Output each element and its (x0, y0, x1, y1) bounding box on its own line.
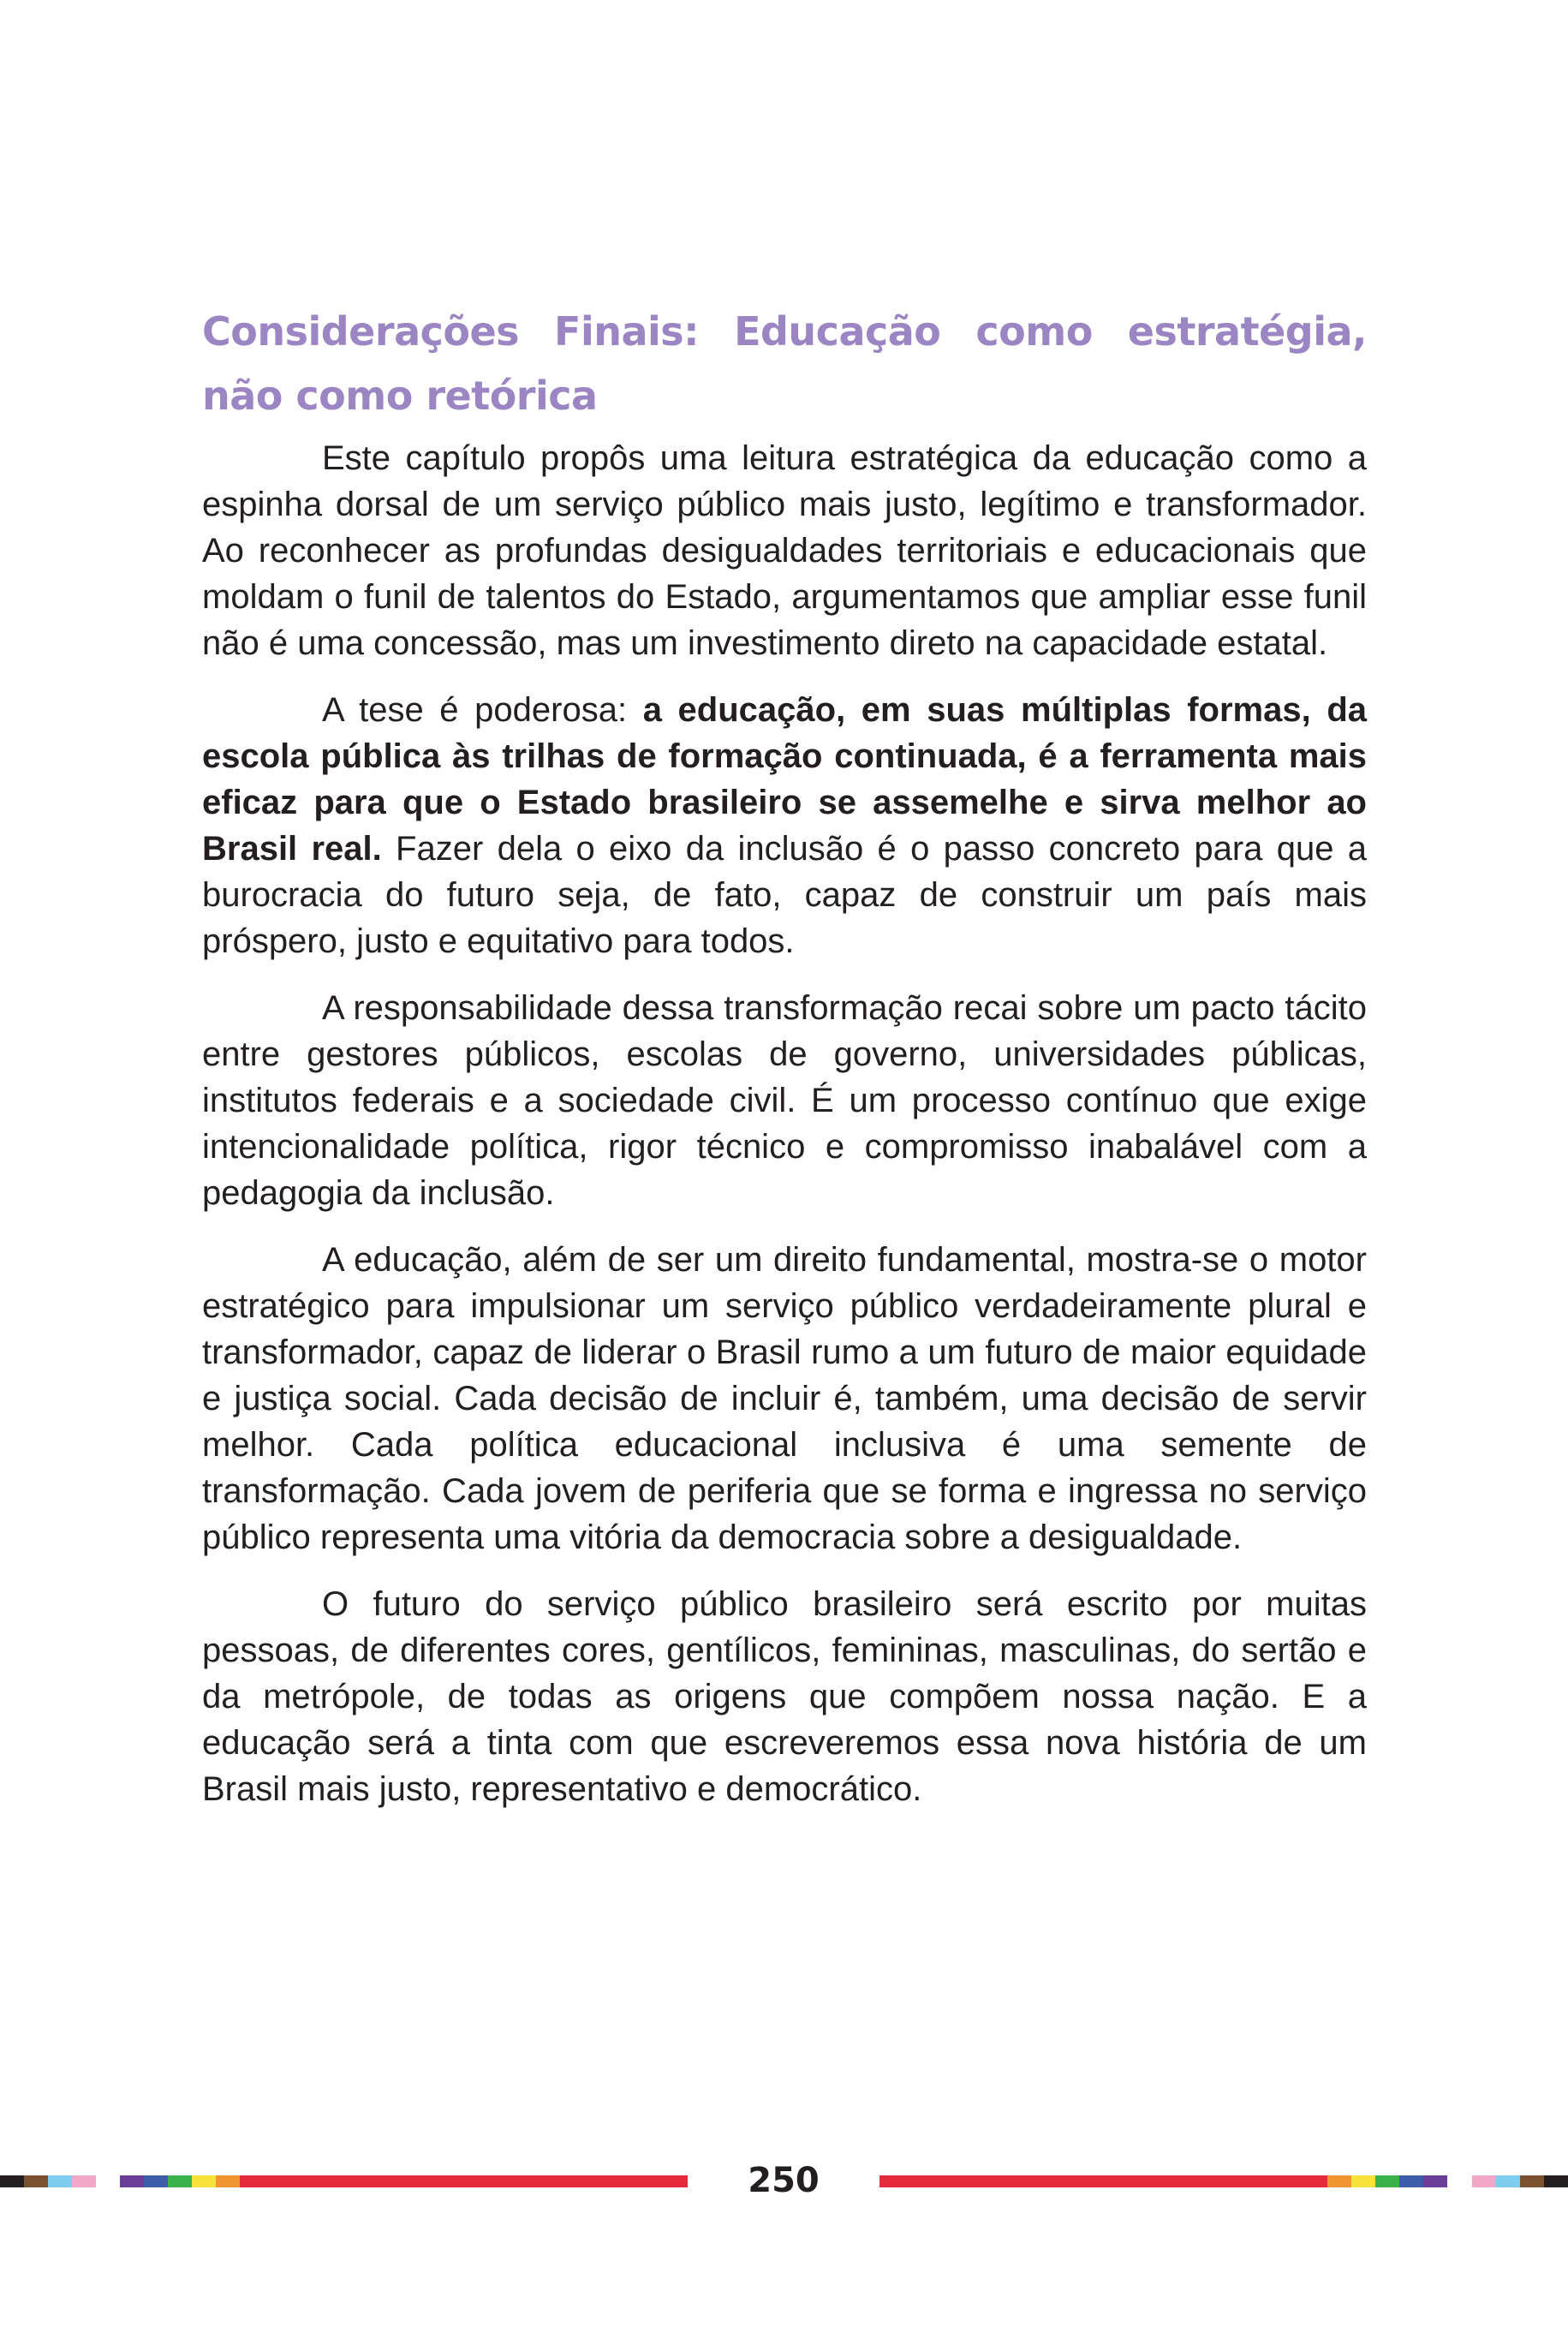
footer-seg-purple-right (1423, 2175, 1447, 2187)
section-heading: Considerações Finais: Educação como estratégia, não como retórica (202, 308, 1367, 419)
footer-seg-lightblue-right (1496, 2175, 1520, 2187)
footer-seg-brown-left (24, 2175, 48, 2187)
footer-seg-red-right (879, 2175, 1327, 2187)
paragraph-2-rest: Fazer dela o eixo da inclusão é o passo concreto para que a burocracia do futuro seja, de fato, capaz de construir um país mais próspero, justo e equitativo para todos. (202, 830, 1367, 960)
footer-seg-yellow-right (1351, 2175, 1375, 2187)
footer-seg-yellow-left (192, 2175, 216, 2187)
footer-seg-blue-left (144, 2175, 168, 2187)
paragraph-1: Este capítulo propôs uma leitura estratégica da educação como a espinha dorsal de um serviço público mais justo, legítimo e transformador. Ao reconhecer as profundas desigualdades territoriais e educacionais que moldam o funil de talentos do Estado, argumentamos que ampliar esse funil não é uma concessão, mas um investimento direto na capacidade estatal. (202, 439, 1367, 662)
page-number: 250 (748, 2161, 820, 2200)
paragraph-2-intro: A tese é poderosa: (322, 691, 643, 729)
footer-seg-brown-right (1520, 2175, 1544, 2187)
footer-seg-black-right (1544, 2175, 1568, 2187)
paragraph-2 (202, 687, 1367, 964)
footer-seg-blue-right (1399, 2175, 1423, 2187)
paragraph-3: A responsabilidade dessa transformação recai sobre um pacto tácito entre gestores públicos, escolas de governo, universidades públicas, institutos federais e a sociedade civil. É um processo contínuo que exige intencionalidade política, rigor técnico e compromisso inabalável com a pedagogia da inclusão. (202, 989, 1367, 1212)
footer-seg-orange-left (216, 2175, 240, 2187)
footer-seg-pink-left (72, 2175, 96, 2187)
footer-seg-lightblue-left (48, 2175, 72, 2187)
paragraph-2-thesis: a educação, em suas múltiplas formas, da escola pública às trilhas de formação continuada, é a ferramenta mais eficaz para que o Estado brasileiro se assemelhe e sirva melhor ao Brasil real. (202, 691, 1367, 868)
page-content (202, 300, 1367, 1833)
footer-seg-red-left (240, 2175, 688, 2187)
footer-seg-black-left (0, 2175, 24, 2187)
paragraph-5: O futuro do serviço público brasileiro será escrito por muitas pessoas, de diferentes cores, gentílicos, femininas, masculinas, do sertão e da metrópole, de todas as origens que compõem nossa nação. E a educação será a tinta com que escreveremos essa nova história de um Brasil mais justo, representativo e democrático. (202, 1585, 1367, 1808)
footer-seg-pink-right (1472, 2175, 1496, 2187)
paragraph-4: A educação, além de ser um direito fundamental, mostra-se o motor estratégico para impulsionar um serviço público verdadeiramente plural e transformador, capaz de liderar o Brasil rumo a um futuro de maior equidade e justiça social. Cada decisão de incluir é, também, uma decisão de servir melhor. Cada política educacional inclusiva é uma semente de transformação. Cada jovem de periferia que se forma e ingressa no serviço público representa uma vitória da democracia sobre a desigualdade. (202, 1241, 1367, 1556)
footer-seg-green-left (168, 2175, 192, 2187)
footer-seg-purple-left (120, 2175, 144, 2187)
footer-seg-orange-right (1327, 2175, 1351, 2187)
footer-seg-green-right (1375, 2175, 1399, 2187)
